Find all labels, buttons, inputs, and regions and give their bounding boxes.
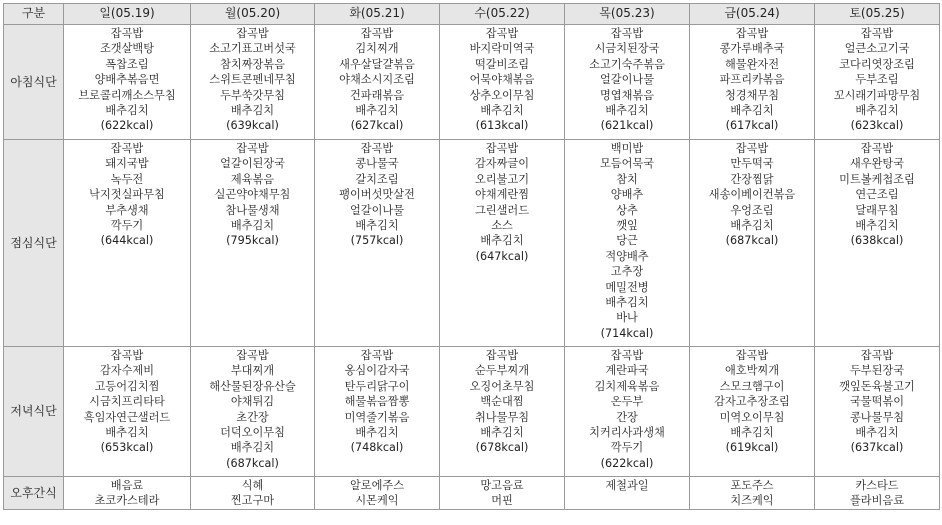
menu-item: 콩나물무침 <box>849 410 905 424</box>
menu-item: 미역오이무침 <box>719 410 785 424</box>
header-row <box>4 4 940 25</box>
menu-item: 배추김치 <box>105 104 149 118</box>
menu-item: 감자수제비 <box>99 364 155 378</box>
menu-item: 갈치조림 <box>355 172 399 186</box>
menu-item: 고등어김치찜 <box>94 379 160 393</box>
menu-item: 백미밥 <box>610 142 644 155</box>
menu-item: (757kcal) <box>350 234 404 248</box>
menu-item: 폭찹조림 <box>105 57 149 71</box>
menu-item: 새우살달걀볶음 <box>339 57 415 71</box>
menu-item: (748kcal) <box>350 441 404 455</box>
menu-item: (687kcal) <box>226 456 279 470</box>
menu-item: 찐고구마 <box>230 494 275 508</box>
menu-cell-sun <box>64 25 191 140</box>
menu-item: 잡곡밥 <box>485 142 519 155</box>
menu-item: 명엽채볶음 <box>599 88 655 102</box>
menu-item: 부추생채 <box>105 203 149 217</box>
menu-item: 그린샐러드 <box>474 203 530 217</box>
menu-item: 두부쑥갓무침 <box>220 88 285 102</box>
menu-item: 잡곡밥 <box>110 142 144 155</box>
menu-cell-mon <box>191 140 315 347</box>
menu-item: 김치제육볶음 <box>594 379 660 393</box>
menu-item: 콩나물국 <box>355 157 399 171</box>
menu-item: 실곤약야채무침 <box>214 188 291 202</box>
menu-cell-thu <box>565 140 690 347</box>
menu-item: 고추장 <box>610 265 644 279</box>
menu-item: 야채튀김 <box>230 395 275 409</box>
menu-item: (644kcal) <box>100 234 154 248</box>
menu-item: 간장 <box>616 410 638 424</box>
menu-item: 부대찌개 <box>230 364 275 378</box>
menu-item: 배추김치 <box>730 219 774 233</box>
menu-item: 얼큰소고기국 <box>844 42 910 56</box>
menu-item: 파프리카볶음 <box>719 73 785 87</box>
snack-row <box>4 477 940 510</box>
menu-cell-sun <box>64 140 191 347</box>
menu-item: 잡곡밥 <box>110 27 144 40</box>
menu-item: 잡곡밥 <box>860 349 894 362</box>
menu-item: 배추김치 <box>855 219 899 233</box>
menu-item: 달래무침 <box>855 203 899 217</box>
menu-item: 배추김치 <box>480 104 524 118</box>
menu-item: 코다리엿장조림 <box>839 57 915 71</box>
menu-item: 간장찜닭 <box>730 172 774 186</box>
menu-item: 시금치프리타타 <box>89 395 165 409</box>
menu-item: 해물볶음짬뽕 <box>344 395 410 409</box>
menu-item: 잡곡밥 <box>360 27 394 40</box>
menu-item: 잡곡밥 <box>485 349 519 362</box>
menu-item: 잡곡밥 <box>236 142 269 155</box>
menu-item: 배추김치 <box>355 104 399 118</box>
menu-item: 두부조림 <box>855 73 899 87</box>
menu-item: 새우완탕국 <box>849 157 905 171</box>
menu-cell-mon <box>191 25 315 140</box>
menu-item: 양배추볶음면 <box>94 73 160 87</box>
menu-item: (621kcal) <box>600 119 654 133</box>
menu-item: 해산물된장유산슬 <box>209 379 296 393</box>
menu-item: (647kcal) <box>475 249 529 263</box>
menu-item: 배추김치 <box>230 441 275 455</box>
menu-item: 스모크햄구이 <box>719 379 785 393</box>
menu-cell-thu <box>565 25 690 140</box>
menu-cell-sat <box>815 25 940 140</box>
menu-item: 잡곡밥 <box>236 27 269 40</box>
menu-item: 감자고추장조림 <box>714 395 790 409</box>
menu-item: (622kcal) <box>600 456 654 470</box>
menu-cell-sat <box>815 477 940 510</box>
menu-item: 깻잎돈육불고기 <box>839 379 915 393</box>
menu-item: 초코카스테라 <box>94 494 160 508</box>
category-header: 구분 <box>4 4 64 25</box>
menu-item: 배추김치 <box>730 426 774 440</box>
menu-item: 바지락미역국 <box>469 42 535 56</box>
menu-item: 순두부찌개 <box>474 364 530 378</box>
day-header-sat: 토(05.25) <box>815 4 940 25</box>
menu-item: 옹심이감자국 <box>344 364 410 378</box>
weekly-meal-table <box>3 3 940 510</box>
meal-label: 아침식단 <box>4 25 64 140</box>
menu-item: 배추김치 <box>605 296 649 310</box>
menu-item: (617kcal) <box>725 119 779 133</box>
menu-item: 참치짜장볶음 <box>220 57 285 71</box>
menu-item: 잡곡밥 <box>610 27 644 40</box>
menu-cell-mon <box>191 477 315 510</box>
menu-item: 미트볼케첩조림 <box>839 172 915 186</box>
menu-item: 돼지국밥 <box>105 157 149 171</box>
menu-item: 김치찌개 <box>355 42 399 56</box>
menu-item: (678kcal) <box>475 441 529 455</box>
breakfast-row <box>4 25 940 140</box>
menu-item: 잡곡밥 <box>110 349 144 362</box>
menu-cell-tue <box>315 477 440 510</box>
menu-item: 잡곡밥 <box>236 349 269 362</box>
menu-item: 알로에주스 <box>349 479 405 492</box>
menu-cell-sat <box>815 140 940 347</box>
menu-item: 초간장 <box>236 410 269 424</box>
menu-item: 망고음료 <box>480 479 524 492</box>
menu-item: 배추김치 <box>855 426 899 440</box>
menu-item: 배추김치 <box>355 426 399 440</box>
menu-cell-sat <box>815 347 940 477</box>
menu-item: 건파래볶음 <box>349 88 405 102</box>
menu-item: 잡곡밥 <box>610 349 644 362</box>
menu-cell-fri <box>690 140 815 347</box>
menu-item: (653kcal) <box>100 441 154 455</box>
lunch-row <box>4 140 940 347</box>
day-header-thu: 목(05.23) <box>565 4 690 25</box>
day-header-mon: 월(05.20) <box>191 4 315 25</box>
menu-item: 깍두기 <box>110 219 144 233</box>
menu-item: 오징어초무침 <box>469 379 535 393</box>
menu-item: 양배추 <box>610 188 644 202</box>
menu-item: 적양배추 <box>605 249 649 263</box>
day-header-fri: 금(05.24) <box>690 4 815 25</box>
menu-item: 연근조림 <box>855 188 899 202</box>
menu-item: 소고기숙주볶음 <box>589 57 665 71</box>
menu-item: (622kcal) <box>100 119 154 133</box>
menu-item: 더덕오이무침 <box>220 426 285 440</box>
menu-cell-mon <box>191 347 315 477</box>
menu-item: 떡갈비조림 <box>474 57 530 71</box>
menu-item: 청경채무침 <box>724 88 780 102</box>
menu-item: 오리불고기 <box>474 172 530 186</box>
menu-item: 참나물생채 <box>225 203 280 217</box>
menu-item: 어묵야채볶음 <box>469 73 535 87</box>
menu-cell-wed <box>440 140 565 347</box>
menu-item: 시금치된장국 <box>594 42 660 56</box>
menu-item: 조갯살백탕 <box>99 42 155 56</box>
menu-item: 메밀전병 <box>605 280 649 294</box>
menu-item: 잡곡밥 <box>360 349 394 362</box>
menu-item: 우엉조림 <box>730 203 774 217</box>
menu-item: 소스 <box>491 219 513 233</box>
menu-item: 낙지젓실파무침 <box>89 188 165 202</box>
menu-item: 잡곡밥 <box>360 142 394 155</box>
menu-item: 야채계란찜 <box>474 188 530 202</box>
menu-item: 잡곡밥 <box>860 27 894 40</box>
menu-item: 배추김치 <box>730 104 774 118</box>
menu-item: 플라비음료 <box>849 494 905 508</box>
menu-item: (637kcal) <box>850 441 904 455</box>
meal-label: 저녁식단 <box>4 347 64 477</box>
menu-cell-fri <box>690 477 815 510</box>
menu-item: (795kcal) <box>226 234 279 248</box>
menu-item: 깻잎 <box>616 219 638 233</box>
menu-item: 배추김치 <box>230 104 275 118</box>
menu-item: 배추김치 <box>855 104 899 118</box>
menu-item: 잡곡밥 <box>485 27 519 40</box>
menu-item: 만두떡국 <box>730 157 774 171</box>
menu-item: 해물완자전 <box>724 57 780 71</box>
menu-item: 국물떡볶이 <box>849 395 905 409</box>
menu-item: 배추김치 <box>605 104 649 118</box>
menu-item: (623kcal) <box>850 119 904 133</box>
menu-item: 시몬케익 <box>355 494 399 508</box>
menu-cell-thu <box>565 477 690 510</box>
menu-cell-fri <box>690 347 815 477</box>
menu-item: (639kcal) <box>226 119 279 133</box>
menu-item: 소고기표고버섯국 <box>209 42 296 56</box>
menu-item: 잡곡밥 <box>735 27 769 40</box>
menu-item: 스위트콘펜네무침 <box>209 73 296 87</box>
menu-item: 제육볶음 <box>230 172 275 186</box>
menu-item: 흑임자연근샐러드 <box>83 410 171 424</box>
menu-item: 포도주스 <box>730 479 774 492</box>
menu-cell-wed <box>440 477 565 510</box>
menu-item: 머핀 <box>491 494 513 508</box>
menu-item: 브로콜리깨소스무침 <box>78 88 176 102</box>
menu-item: 얼갈이나물 <box>599 73 655 87</box>
menu-item: 잡곡밥 <box>860 142 894 155</box>
menu-item: 배추김치 <box>230 219 275 233</box>
menu-item: 참치 <box>616 172 638 186</box>
menu-item: 콩가루배추국 <box>719 42 785 56</box>
day-header-sun: 일(05.19) <box>64 4 191 25</box>
menu-item: 치즈케익 <box>730 494 774 508</box>
menu-item: 상추오이무침 <box>469 88 535 102</box>
menu-item: 야채소시지조림 <box>339 73 415 87</box>
menu-cell-thu <box>565 347 690 477</box>
menu-item: 새송이베이컨볶음 <box>708 188 796 202</box>
meal-label: 오후간식 <box>4 477 64 510</box>
menu-cell-wed <box>440 347 565 477</box>
menu-item: 치커리사과생채 <box>589 426 665 440</box>
menu-cell-fri <box>690 25 815 140</box>
menu-item: 모듬어묵국 <box>599 157 655 171</box>
menu-item: 제철과일 <box>605 479 649 492</box>
menu-item: 얼갈이된장국 <box>220 157 285 171</box>
menu-cell-sun <box>64 347 191 477</box>
menu-item: 배추김치 <box>480 426 524 440</box>
menu-item: 잡곡밥 <box>735 142 769 155</box>
day-header-wed: 수(05.22) <box>440 4 565 25</box>
menu-item: 배추김치 <box>480 234 524 248</box>
menu-item: 팽이버섯맛살전 <box>339 188 415 202</box>
menu-item: 배음료 <box>110 479 144 492</box>
menu-item: 애호박찌개 <box>724 364 780 378</box>
menu-item: (687kcal) <box>725 234 779 248</box>
menu-item: 깍두기 <box>610 441 644 455</box>
menu-item: (613kcal) <box>475 119 529 133</box>
menu-item: 얼갈이나물 <box>349 203 405 217</box>
meal-label: 점심식단 <box>4 140 64 347</box>
menu-item: 탄두리닭구이 <box>344 379 410 393</box>
menu-item: 당근 <box>616 234 638 248</box>
menu-item: 꼬시래기파망무침 <box>833 88 921 102</box>
menu-item: 온두부 <box>610 395 644 409</box>
menu-item: 배추김치 <box>105 426 149 440</box>
menu-cell-tue <box>315 25 440 140</box>
menu-cell-tue <box>315 347 440 477</box>
menu-cell-tue <box>315 140 440 347</box>
day-header-tue: 화(05.21) <box>315 4 440 25</box>
menu-item: 감자짜글이 <box>474 157 530 171</box>
menu-item: 바나 <box>616 311 638 325</box>
menu-cell-sun <box>64 477 191 510</box>
menu-item: (627kcal) <box>350 119 404 133</box>
dinner-row <box>4 347 940 477</box>
menu-item: 배추김치 <box>355 219 399 233</box>
menu-item: (714kcal) <box>600 326 654 340</box>
menu-item: (638kcal) <box>850 234 904 248</box>
menu-item: 계란파국 <box>605 364 649 378</box>
menu-item: 식혜 <box>241 479 264 492</box>
menu-cell-wed <box>440 25 565 140</box>
menu-item: 잡곡밥 <box>735 349 769 362</box>
menu-item: 두부된장국 <box>849 364 905 378</box>
menu-item: 백순대찜 <box>480 395 524 409</box>
menu-item: 미역줄기볶음 <box>344 410 410 424</box>
menu-item: 취나물무침 <box>474 410 530 424</box>
menu-item: (619kcal) <box>725 441 779 455</box>
menu-item: 카스타드 <box>855 479 899 492</box>
menu-item: 상추 <box>616 203 638 217</box>
menu-item: 녹두전 <box>110 172 144 186</box>
